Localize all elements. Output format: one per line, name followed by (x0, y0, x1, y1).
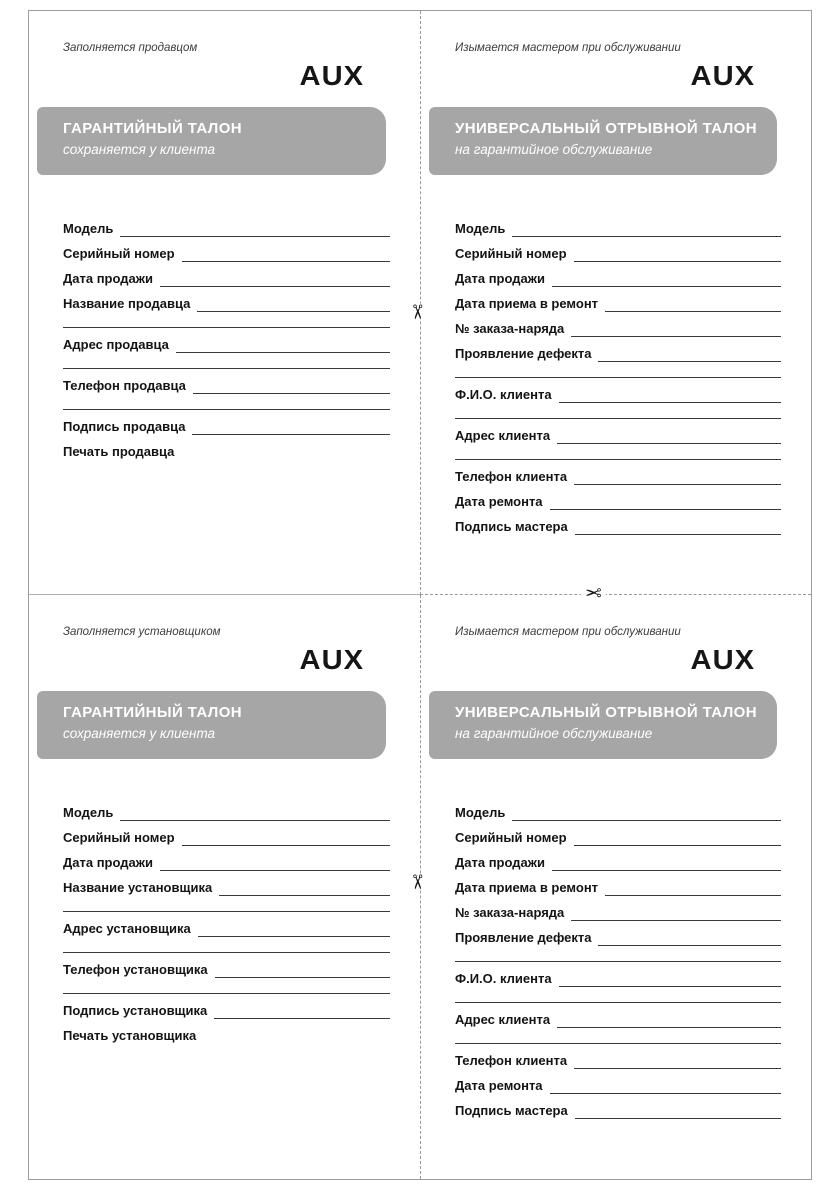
write-line (598, 930, 781, 946)
field-row (63, 853, 390, 871)
write-line (559, 387, 781, 403)
write-line-full (63, 326, 390, 328)
write-line-full (63, 910, 390, 912)
scissors-icon: ✂ (405, 303, 430, 321)
field-label: Адрес продавца (63, 337, 169, 352)
field-label: Телефон продавца (63, 378, 186, 393)
field-row (63, 919, 390, 937)
fields-list (455, 803, 781, 1119)
write-line (219, 880, 390, 896)
field-label: Дата продажи (455, 271, 545, 286)
write-line (214, 1003, 390, 1019)
field-label: Дата ремонта (455, 494, 543, 509)
scissors-icon: ✂ (581, 583, 606, 603)
banner-subtitle: сохраняется у клиента (63, 142, 216, 157)
field-row (455, 1076, 781, 1094)
field-label: Модель (63, 805, 114, 820)
write-line (63, 408, 390, 410)
fill-note: Изымается мастером при обслуживании (455, 42, 681, 54)
write-line (455, 960, 781, 962)
write-line (512, 805, 781, 821)
field-label: Серийный номер (455, 246, 567, 261)
banner-title: УНИВЕРСАЛЬНЫЙ ОТРЫВНОЙ ТАЛОН (455, 120, 757, 137)
field-label: Модель (455, 805, 506, 820)
logo-row (29, 61, 364, 91)
coupon-panel-detachable-1 (420, 11, 811, 595)
write-line (552, 855, 781, 871)
field-row (455, 219, 781, 237)
field-label: Проявление дефекта (455, 930, 592, 945)
field-row (455, 803, 781, 821)
write-line (598, 346, 781, 362)
field-row (455, 294, 781, 312)
write-line (182, 246, 390, 262)
aux-logo: AUX (299, 60, 364, 91)
field-label: Дата продажи (455, 855, 545, 870)
field-label: Ф.И.О. клиента (455, 387, 552, 402)
field-row (63, 803, 390, 821)
aux-logo: AUX (299, 644, 364, 675)
write-line (215, 962, 390, 978)
write-line (559, 971, 781, 987)
fill-note: Изымается мастером при обслуживании (455, 626, 681, 638)
fields-list (63, 803, 390, 1044)
field-row (455, 878, 781, 896)
scissors-icon: ✂ (405, 873, 430, 891)
write-line (160, 855, 390, 871)
field-row (455, 385, 781, 403)
write-line (550, 494, 781, 510)
field-row (63, 269, 390, 287)
field-row (63, 294, 390, 312)
write-line-full (63, 367, 390, 369)
field-row (455, 344, 781, 362)
coupon-panel-installer (29, 595, 420, 1179)
field-label: № заказа-наряда (455, 905, 565, 920)
fill-note: Заполняется установщиком (63, 626, 221, 638)
write-line (574, 469, 781, 485)
write-line (455, 458, 781, 460)
write-line (574, 1053, 781, 1069)
fill-note: Заполняется продавцом (63, 42, 198, 54)
field-row (63, 376, 390, 394)
write-line (605, 296, 781, 312)
logo-row (29, 645, 364, 675)
banner (37, 691, 386, 759)
field-label: Серийный номер (455, 830, 567, 845)
field-label: Адрес клиента (455, 1012, 551, 1027)
field-row (455, 244, 781, 262)
write-line (176, 337, 390, 353)
field-row (455, 853, 781, 871)
banner-subtitle: сохраняется у клиента (63, 726, 216, 741)
write-line (455, 1042, 781, 1044)
field-row (63, 442, 390, 460)
coupon-panel-seller (29, 11, 420, 595)
field-row (455, 928, 781, 946)
write-line (160, 271, 390, 287)
write-line-full (63, 992, 390, 994)
write-line (197, 296, 390, 312)
field-label: Дата продажи (63, 271, 153, 286)
field-row (455, 969, 781, 987)
field-label: Название продавца (63, 296, 191, 311)
write-line (63, 910, 390, 912)
write-line (120, 221, 390, 237)
field-label: Название установщика (63, 880, 213, 895)
write-line (63, 367, 390, 369)
field-label: Серийный номер (63, 830, 175, 845)
write-line (455, 376, 781, 378)
field-row (455, 828, 781, 846)
field-label: Подпись мастера (455, 1103, 568, 1118)
banner (429, 107, 777, 175)
field-label: Телефон клиента (455, 1053, 568, 1068)
write-line-full (63, 951, 390, 953)
logo-row (421, 645, 755, 675)
write-line (182, 830, 390, 846)
write-line (120, 805, 390, 821)
write-line-full (455, 1001, 781, 1003)
write-line (571, 905, 781, 921)
write-line (605, 880, 781, 896)
field-row (63, 417, 390, 435)
aux-logo: AUX (690, 60, 755, 91)
field-row (455, 492, 781, 510)
field-row (455, 1010, 781, 1028)
fields-list (63, 219, 390, 460)
fields-list (455, 219, 781, 535)
write-line (198, 921, 390, 937)
field-row (63, 335, 390, 353)
write-line (193, 378, 390, 394)
logo-row (421, 61, 755, 91)
field-label: Дата приема в ремонт (455, 296, 599, 311)
banner (429, 691, 777, 759)
write-line-full (455, 417, 781, 419)
banner-title: ГАРАНТИЙНЫЙ ТАЛОН (63, 704, 242, 721)
write-line (575, 1103, 781, 1119)
field-row (63, 219, 390, 237)
write-line (557, 1012, 781, 1028)
banner-subtitle: на гарантийное обслуживание (455, 726, 653, 741)
field-row (455, 1101, 781, 1119)
field-label: Адрес установщика (63, 921, 191, 936)
write-line (557, 428, 781, 444)
field-label: Дата продажи (63, 855, 153, 870)
write-line (574, 830, 781, 846)
write-line (550, 1078, 781, 1094)
write-line (571, 321, 781, 337)
field-label: Телефон установщика (63, 962, 208, 977)
field-label: Дата ремонта (455, 1078, 543, 1093)
field-label: Телефон клиента (455, 469, 568, 484)
field-label: Подпись установщика (63, 1003, 208, 1018)
write-line (512, 221, 781, 237)
write-line (574, 246, 781, 262)
field-row (63, 244, 390, 262)
field-row (63, 878, 390, 896)
write-line (575, 519, 781, 535)
field-label: Подпись продавца (63, 419, 186, 434)
write-line-full (455, 376, 781, 378)
write-line (63, 326, 390, 328)
write-line-full (455, 458, 781, 460)
field-row (455, 467, 781, 485)
field-row (63, 960, 390, 978)
write-line-full (455, 960, 781, 962)
field-row (63, 828, 390, 846)
field-row (455, 269, 781, 287)
field-row (455, 319, 781, 337)
field-label: Ф.И.О. клиента (455, 971, 552, 986)
write-line (552, 271, 781, 287)
write-line (63, 992, 390, 994)
field-label: Проявление дефекта (455, 346, 592, 361)
write-line (455, 417, 781, 419)
banner-title: ГАРАНТИЙНЫЙ ТАЛОН (63, 120, 242, 137)
field-row (455, 1051, 781, 1069)
field-label: № заказа-наряда (455, 321, 565, 336)
field-row (63, 1026, 390, 1044)
field-label: Серийный номер (63, 246, 175, 261)
write-line-full (455, 1042, 781, 1044)
field-label: Печать установщика (63, 1028, 197, 1043)
field-label: Модель (455, 221, 506, 236)
coupon-panel-detachable-2 (420, 595, 811, 1179)
aux-logo: AUX (690, 644, 755, 675)
write-line (63, 951, 390, 953)
field-label: Дата приема в ремонт (455, 880, 599, 895)
field-row (455, 517, 781, 535)
field-label: Адрес клиента (455, 428, 551, 443)
banner-subtitle: на гарантийное обслуживание (455, 142, 653, 157)
field-label: Печать продавца (63, 444, 175, 459)
field-label: Модель (63, 221, 114, 236)
write-line-full (63, 408, 390, 410)
field-row (63, 1001, 390, 1019)
field-row (455, 903, 781, 921)
field-label: Подпись мастера (455, 519, 568, 534)
write-line (455, 1001, 781, 1003)
field-row (455, 426, 781, 444)
warranty-sheet (28, 10, 812, 1180)
banner (37, 107, 386, 175)
write-line (192, 419, 390, 435)
banner-title: УНИВЕРСАЛЬНЫЙ ОТРЫВНОЙ ТАЛОН (455, 704, 757, 721)
